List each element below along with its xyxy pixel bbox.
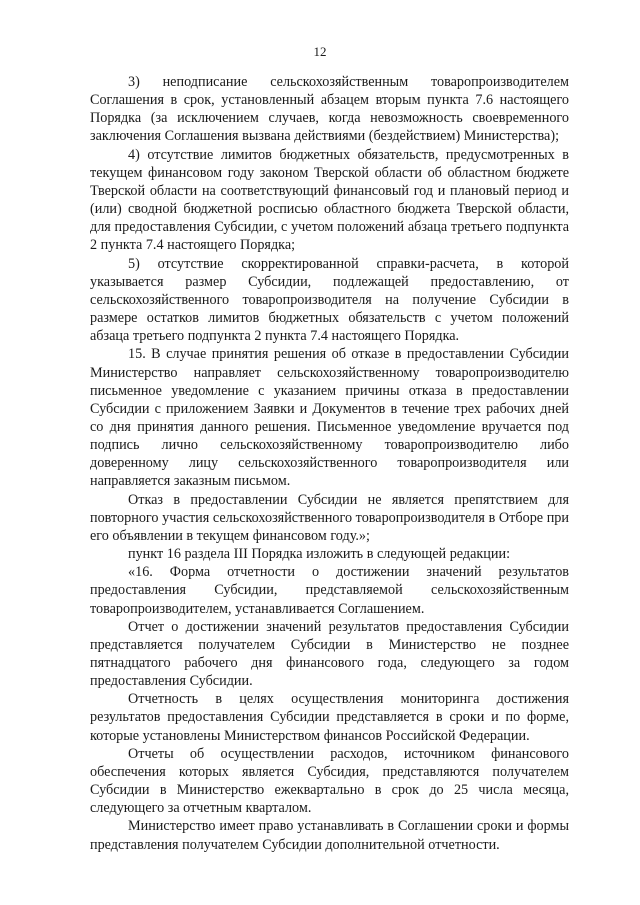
paragraph-subitem-3: 3) неподписание сельскохозяйственным товаропроизводителем Соглашения в срок, установленный абзацем вторым пункта 7.6 настоящего Порядка (за исключением случаев, когда невозможность своевременного заключения Соглашения вызвана действиями (бездействием) Министерства); bbox=[90, 74, 569, 145]
paragraph-amendment-intro: пункт 16 раздела III Порядка изложить в следующей редакции: bbox=[128, 546, 511, 563]
document-body bbox=[90, 73, 569, 854]
page-number: 12 bbox=[313, 44, 327, 59]
paragraph-monitoring: Отчетность в целях осуществления мониторинга достижения результатов предоставления Субсидии представляется в сроки и по форме, которые установлены Министерством финансов Российской Федерации. bbox=[90, 691, 569, 744]
paragraph-item-15: 15. В случае принятия решения об отказе в предоставлении Субсидии Министерство направляет сельскохозяйственному товаропроизводителю письменное уведомление с указанием причины отказа в предоставлении Субсидии с приложением Заявки и Документов в течение трех рабочих дней со дня принятия данного решения. Письменное уведомление вручается под подпись лично сельскохозяйственному товаропроизводителю либо доверенному лицу сельскохозяйственного товаропроизводителя или направляется заказным письмом. bbox=[90, 346, 569, 490]
paragraph-subitem-5: 5) отсутствие скорректированной справки-расчета, в которой указывается размер Субсидии, подлежащей предоставлению, от сельскохозяйственного товаропроизводителя на получение Субсидии в размере остатков лимитов бюджетных обязательств с учетом положений абзаца третьего подпункта 2 пункта 7.4 настоящего Порядка. bbox=[90, 255, 569, 345]
paragraph-report-deadline: Отчет о достижении значений результатов предоставления Субсидии представляется получателем Субсидии в Министерство не позднее пятнадцатого рабочего дня финансового года, следующего за годом предоставления Субсидии. bbox=[90, 618, 569, 690]
paragraph-expense-reports: Отчеты об осуществлении расходов, источником финансового обеспечения которых является Субсидия, представляются получателем Субсидии в Министерство ежеквартально в срок до 25 числа месяца, следующего за отчетным кварталом. bbox=[90, 745, 569, 817]
paragraph-subitem-4: 4) отсутствие лимитов бюджетных обязательств, предусмотренных в текущем финансовом году законом Тверской области об областном бюджете Тверской области на соответствующий финансовый год и плановый период и (или) сводной бюджетной росписью областного бюджета Тверской области, для предоставления Субсидии, с учетом положений абзаца третьего подпункта 2 пункта 7.4 настоящего Порядка; bbox=[90, 146, 569, 254]
paragraph-refusal-note: Отказ в предоставлении Субсидии не является препятствием для повторного участия сельскохозяйственного товаропроизводителя в Отборе при его объявлении в текущем финансовом году.»; bbox=[90, 491, 569, 544]
paragraph-item-16: «16. Форма отчетности о достижении значений результатов предоставления Субсидии, представляемой сельскохозяйственным товаропроизводителем, устанавливается Соглашением. bbox=[90, 564, 569, 617]
paragraph-additional-reporting: Министерство имеет право устанавливать в Соглашении сроки и формы представления получателем Субсидии дополнительной отчетности. bbox=[90, 818, 569, 853]
